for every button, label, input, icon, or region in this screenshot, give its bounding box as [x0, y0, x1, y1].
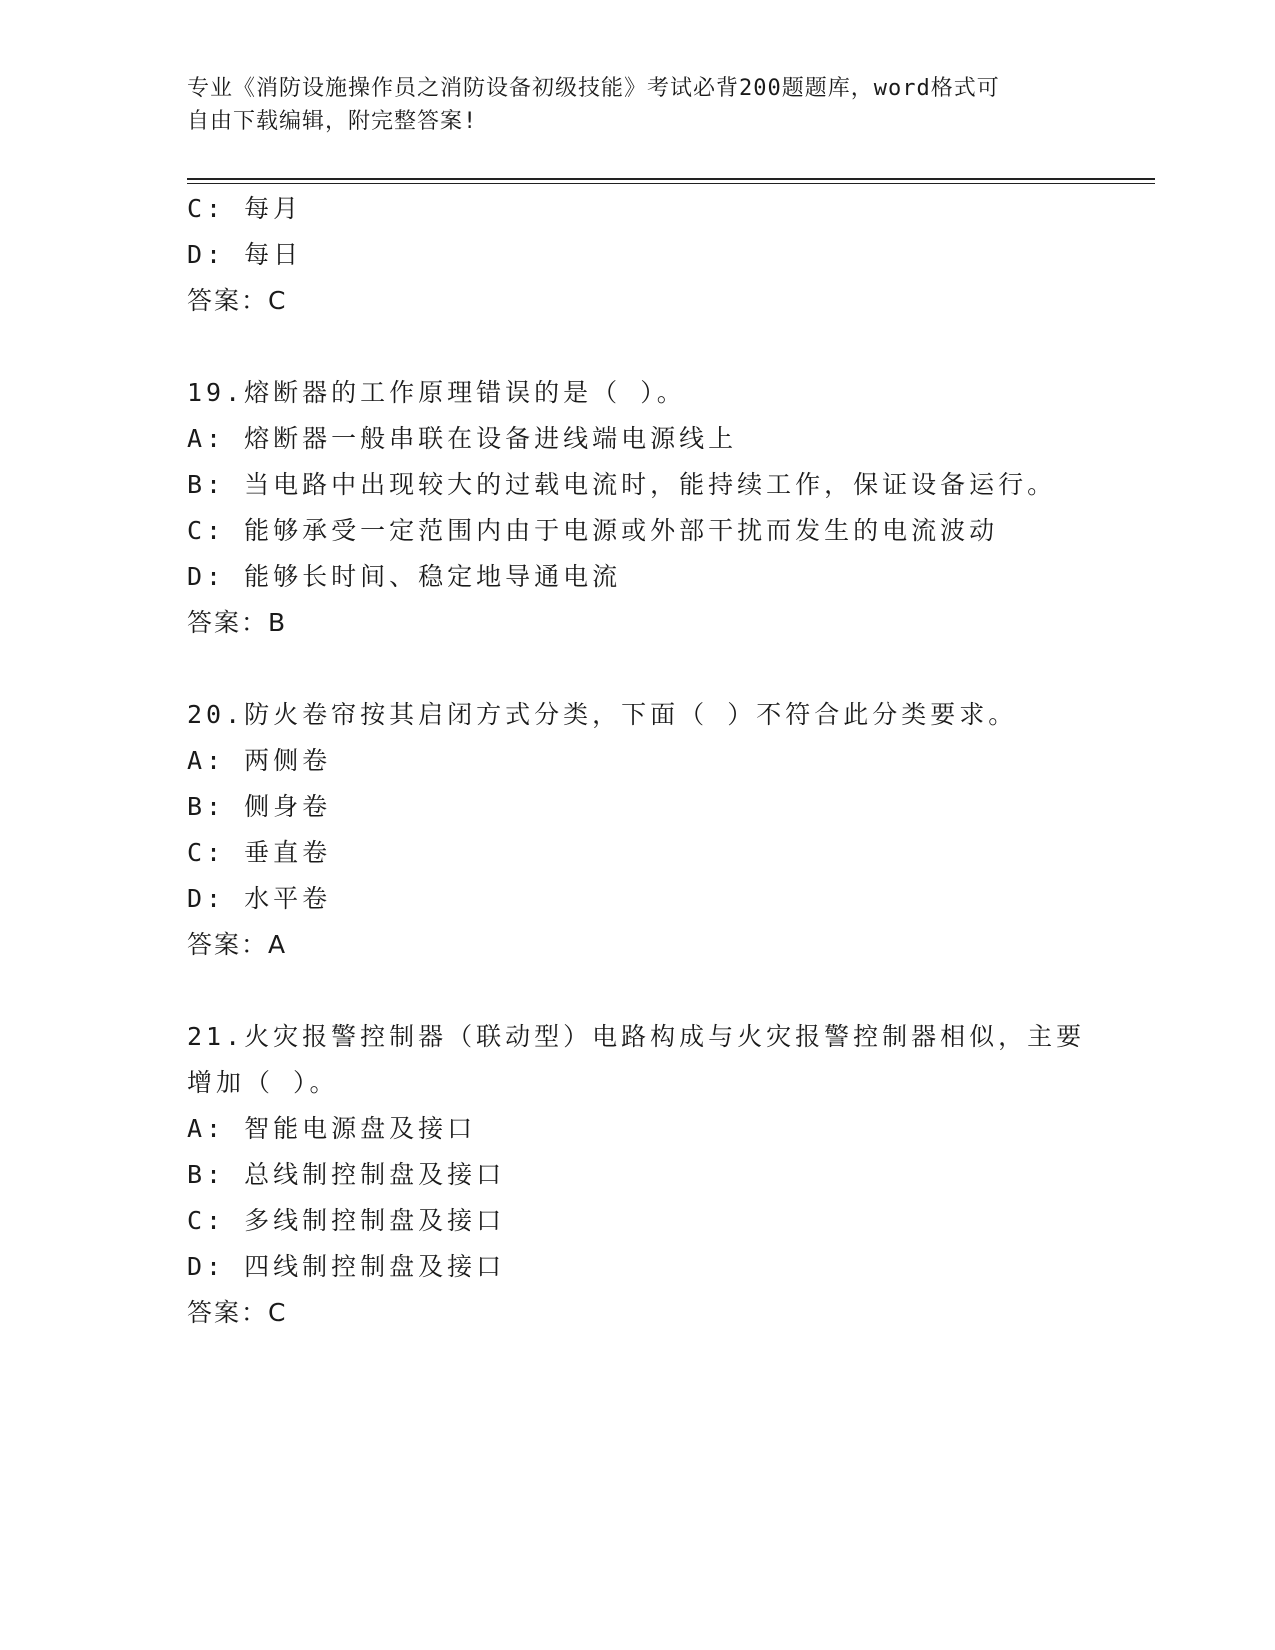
option-c: C: 每月: [187, 194, 303, 223]
question-stem-line-1: 21.火灾报警控制器（联动型）电路构成与火灾报警控制器相似，主要: [187, 1022, 1086, 1051]
option-b: B: 总线制控制盘及接口: [187, 1160, 506, 1189]
header-divider-thin: [187, 183, 1155, 184]
header-title-line-2: 自由下载编辑，附完整答案!: [187, 109, 478, 134]
option-d: D: 水平卷: [187, 884, 332, 913]
answer-line: 答案：B: [187, 608, 288, 637]
question-stem: 20.防火卷帘按其启闭方式分类，下面（ ）不符合此分类要求。: [187, 700, 1018, 729]
option-a: A: 熔断器一般串联在设备进线端电源线上: [187, 424, 738, 453]
document-header: [187, 72, 1087, 138]
answer-line: 答案：A: [187, 930, 288, 959]
spacer: [187, 968, 1087, 1014]
spacer: [187, 646, 1087, 692]
header-title-line-1: 专业《消防设施操作员之消防设备初级技能》考试必背200题题库，word格式可: [187, 76, 1000, 101]
option-d: D: 能够长时间、稳定地导通电流: [187, 562, 622, 591]
option-c: C: 多线制控制盘及接口: [187, 1206, 506, 1235]
question-list: [187, 186, 1087, 1336]
option-c: C: 垂直卷: [187, 838, 332, 867]
answer-line: 答案：C: [187, 286, 288, 315]
question-stem-line-2: 增加（ ）。: [187, 1068, 339, 1097]
option-d: D: 四线制控制盘及接口: [187, 1252, 506, 1281]
question-21: [187, 1014, 1087, 1336]
option-c: C: 能够承受一定范围内由于电源或外部干扰而发生的电流波动: [187, 516, 999, 545]
option-b: B: 侧身卷: [187, 792, 332, 821]
question-stem: 19.熔断器的工作原理错误的是（ ）。: [187, 378, 686, 407]
option-b: B: 当电路中出现较大的过载电流时，能持续工作，保证设备运行。: [187, 470, 1057, 499]
question-18-tail: [187, 186, 1087, 324]
option-d: D: 每日: [187, 240, 303, 269]
header-divider-thick: [187, 178, 1155, 180]
spacer: [187, 324, 1087, 370]
answer-line: 答案：C: [187, 1298, 288, 1327]
question-19: [187, 370, 1087, 646]
option-a: A: 两侧卷: [187, 746, 332, 775]
option-a: A: 智能电源盘及接口: [187, 1114, 477, 1143]
question-20: [187, 692, 1087, 968]
